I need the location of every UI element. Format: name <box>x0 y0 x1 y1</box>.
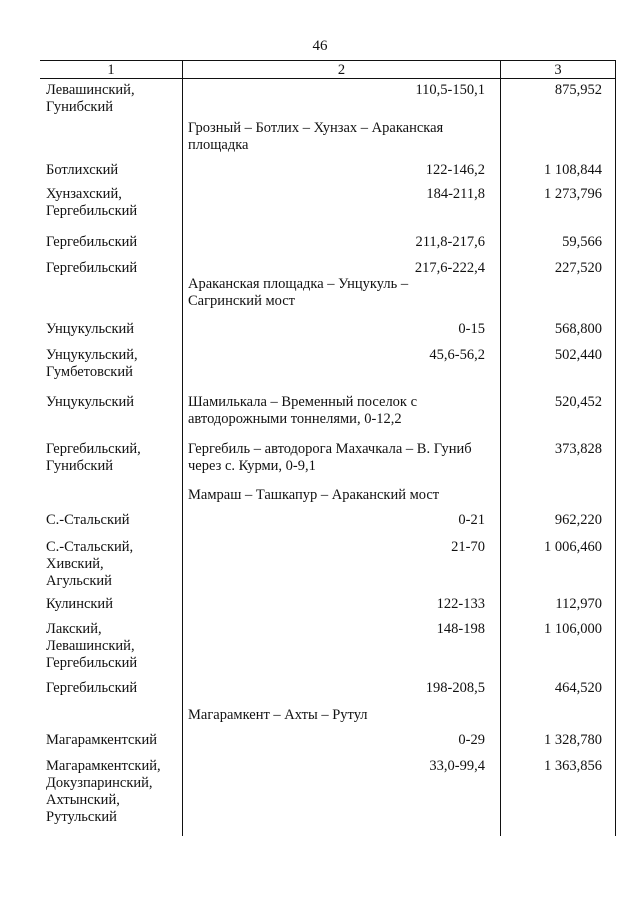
value-cell: 227,520 <box>554 260 602 276</box>
km-range-cell: 217,6-222,4 <box>414 260 485 276</box>
district-cell: С.-Стальский, Хивский, Агульский <box>46 539 134 589</box>
km-range-cell: 211,8-217,6 <box>415 234 485 250</box>
section-title: Магарамкент – Ахты – Рутул <box>188 707 368 723</box>
district-cell: Ботлихский <box>46 162 119 178</box>
district-cell: Магарамкентский <box>46 732 157 748</box>
value-cell: 1 363,856 <box>544 758 602 774</box>
value-cell: 59,566 <box>562 234 602 250</box>
km-range-cell: 122-133 <box>436 596 485 612</box>
km-range-cell: 33,0-99,4 <box>429 758 485 774</box>
route-table <box>40 60 616 836</box>
district-cell: Унцукульский <box>46 321 135 337</box>
value-cell: 502,440 <box>554 347 602 363</box>
value-cell: 1 106,000 <box>544 621 602 637</box>
section-title: Араканская площадка – Унцукуль – Сагринский мост <box>188 276 409 309</box>
value-cell: 568,800 <box>554 321 602 337</box>
district-cell: Гергебильский <box>46 260 138 276</box>
km-range-cell: 148-198 <box>436 621 485 637</box>
section-title: Грозный – Ботлих – Хунзах – Араканская площадка <box>188 120 444 153</box>
header-col-1: 1 <box>107 62 115 78</box>
header-col-2: 2 <box>337 62 346 78</box>
value-cell: 373,828 <box>554 441 602 457</box>
value-cell: 875,952 <box>554 82 602 98</box>
district-cell: Унцукульский <box>46 394 135 410</box>
district-cell: Гергебильский <box>46 680 138 696</box>
district-cell: С.-Стальский <box>46 512 130 528</box>
column-divider-3 <box>615 61 616 836</box>
page-number: 46 <box>312 38 328 54</box>
header-col-3: 3 <box>554 62 562 78</box>
route-description-cell: Шамилькала – Временный поселок с автодорожными тоннелями, 0-12,2 <box>188 394 418 427</box>
km-range-cell: 0-15 <box>458 321 485 337</box>
district-cell: Гергебильский, Гунибский <box>46 441 141 474</box>
district-cell: Лакский, Левашинский, Гергебильский <box>46 621 138 671</box>
district-cell: Хунзахский, Гергебильский <box>46 186 138 219</box>
km-range-cell: 184-211,8 <box>426 186 485 202</box>
value-cell: 112,970 <box>555 596 602 612</box>
district-cell: Гергебильский <box>46 234 138 250</box>
km-range-cell: 122-146,2 <box>425 162 485 178</box>
km-range-cell: 0-29 <box>458 732 485 748</box>
value-cell: 520,452 <box>554 394 602 410</box>
km-range-cell: 0-21 <box>458 512 485 528</box>
route-description-cell: Гергебиль – автодорога Махачкала – В. Гуниб через с. Курми, 0-9,1 <box>188 441 472 474</box>
header-rule <box>40 78 616 79</box>
value-cell: 1 328,780 <box>544 732 602 748</box>
value-cell: 1 006,460 <box>544 539 602 555</box>
km-range-cell: 45,6-56,2 <box>429 347 485 363</box>
value-cell: 464,520 <box>554 680 602 696</box>
value-cell: 1 273,796 <box>544 186 602 202</box>
district-cell: Левашинский, Гунибский <box>46 82 135 115</box>
column-divider-2 <box>500 61 501 836</box>
km-range-cell: 21-70 <box>451 539 485 555</box>
district-cell: Кулинский <box>46 596 113 612</box>
district-cell: Унцукульский, Гумбетовский <box>46 347 138 380</box>
value-cell: 962,220 <box>554 512 602 528</box>
km-range-cell: 198-208,5 <box>425 680 485 696</box>
km-range-cell: 110,5-150,1 <box>415 82 485 98</box>
section-title: Мамраш – Ташкапур – Араканский мост <box>188 487 440 503</box>
column-divider-1 <box>182 61 183 836</box>
district-cell: Магарамкентский, Докузпаринский, Ахтынский, Рутульский <box>46 758 161 825</box>
value-cell: 1 108,844 <box>544 162 602 178</box>
